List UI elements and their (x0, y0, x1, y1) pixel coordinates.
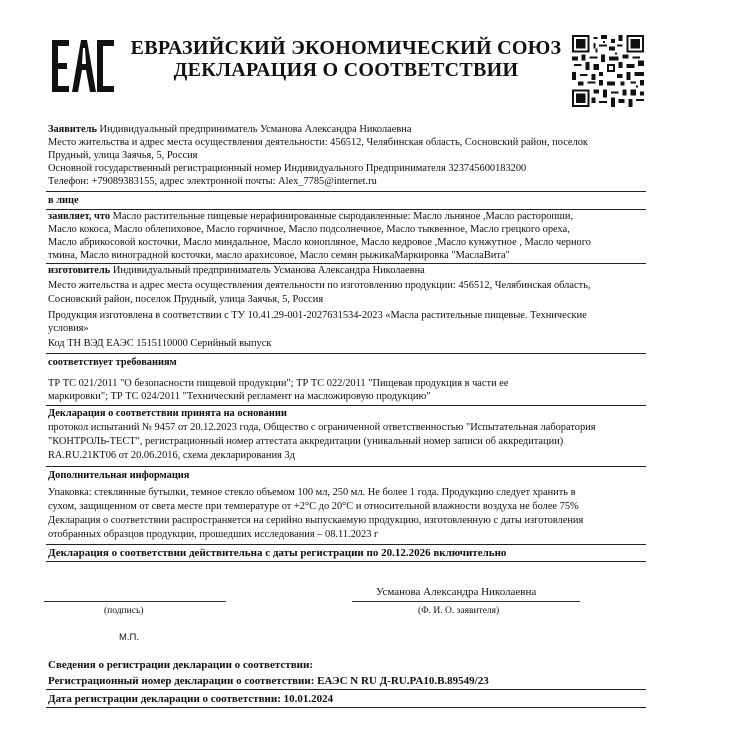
registration-date: Дата регистрации декларации о соответствии: 10.01.2024 (48, 693, 334, 705)
additional-line-4: отобранных образцов продукции, прошедших исследования – 08.11.2023 г (48, 529, 379, 540)
stamp-place: М.П. (119, 632, 140, 643)
tn-ved-code: Код ТН ВЭД ЕАЭС 1515110000 Серийный выпуск (48, 338, 272, 349)
declares-line-3: Масло абрикосовой косточки, Масло миндальное, Масло конопляное, Масло кедровое ,Масло кунжутное , Масло черного (48, 237, 591, 248)
basis-line-3: RA.RU.21КТ06 от 20.06.2016, схема декларирования 3д (48, 450, 295, 461)
applicant-address-2: Прудный, улица Заячья, 5, Россия (48, 150, 198, 161)
applicant-line (48, 124, 411, 137)
manufacturer-label: изготовитель (48, 265, 111, 276)
title-union: ЕВРАЗИЙСКИЙ ЭКОНОМИЧЕСКИЙ СОЮЗ (130, 37, 562, 59)
eac-logo (52, 40, 114, 92)
basis-label: Декларация о соответствии принята на основании (48, 408, 287, 419)
registration-title: Сведения о регистрации декларации о соответствии: (48, 659, 313, 671)
declares-line-4: тмина, Масло виноградной косточки, масло арахисовое, Масло семян рыжикаМаркировка "МаслаВита" (48, 250, 510, 261)
qr-code-icon (572, 34, 644, 108)
additional-line-1: Упаковка: стеклянные бутылки, темное стекло объемом 100 мл, 250 мл. Не более 1 года. Продукцию следует хранить в (48, 487, 576, 498)
validity-text: Декларация о соответствии действительна с даты регистрации по 20.12.2026 включительно (48, 547, 507, 559)
signer-name: Усманова Александра Николаевна (376, 586, 537, 598)
requirements-label: соответствует требованиям (48, 357, 177, 368)
produced-line-2: условия» (48, 323, 89, 334)
applicant-contacts: Телефон: +79089383155, адрес электронной почты: Alex_7785@internet.ru (48, 176, 377, 187)
signature-caption: (подпись) (104, 606, 144, 616)
basis-line-2: "КОНТРОЛЬ-ТЕСТ", регистрационный номер аттестата аккредитации (уникальный номер записи об аккредитации) (48, 436, 564, 447)
registration-number: Регистрационный номер декларации о соответствии: ЕАЭС N RU Д-RU.PA10.B.89549/23 (48, 675, 489, 687)
additional-label: Дополнительная информация (48, 470, 190, 481)
title-declaration: ДЕКЛАРАЦИЯ О СООТВЕТСТВИИ (173, 59, 519, 81)
manufacturer-address-1: Место жительства и адрес места осуществления деятельности по изготовлению продукции: 456512, Челябинская область, (48, 280, 591, 291)
declares-line-2: Масло кокоса, Масло облепиховое, Масло горчичное, Масло подсолнечное, Масло тыквенное, Масло грецкого ореха, (48, 224, 570, 235)
applicant-name: Индивидуальный предприниматель Усманова Александра Николаевна (96, 124, 412, 135)
applicant-label: Заявитель (48, 124, 97, 135)
manufacturer-address-2: Сосновский район, поселок Прудный, улица Заячья, 5, Россия (48, 294, 324, 305)
in-person-label: в лице (48, 195, 79, 206)
additional-line-2: сухом, защищенном от света месте при температуре от +2°C до 20°C и относительной влажности воздуха не более 75% (48, 501, 579, 512)
requirements-line-2: маркировки"; ТР ТС 024/2011 "Технический регламент на масложировую продукцию" (48, 391, 431, 402)
fio-caption: (Ф. И. О. заявителя) (418, 606, 500, 616)
requirements-line-1: ТР ТС 021/2011 "О безопасности пищевой продукции"; ТР ТС 022/2011 "Пищевая продукция в части ее (48, 378, 509, 389)
declares-label: заявляет, что (48, 211, 111, 222)
applicant-ogrn: Основной государственный регистрационный номер Индивидуального Предпринимателя 323745600183200 (48, 163, 527, 174)
produced-line-1: Продукция изготовлена в соответствии с ТУ 10.41.29-001-2027631534-2023 «Масла растительные пищевые. Технические (48, 310, 587, 321)
declares-line-1: заявляет, что Масло растительные пищевые нерафинированные сыродавленные: Масло льняное ,Масло расторопши, (48, 211, 574, 222)
manufacturer-line: изготовитель Индивидуальный предприниматель Усманова Александра Николаевна (48, 265, 425, 276)
additional-line-3: Декларация о соответствии распространяется на серийно выпускаемую продукцию, изготовленную с даты изготовления (48, 515, 584, 526)
basis-line-1: протокол испытаний № 9457 от 20.12.2023 года, Общество с ограниченной ответственностью "Испытательная лаборатория (48, 422, 596, 433)
applicant-address-1: Место жительства и адрес места осуществления деятельности: 456512, Челябинская область, Сосновский район, поселок (48, 137, 588, 148)
